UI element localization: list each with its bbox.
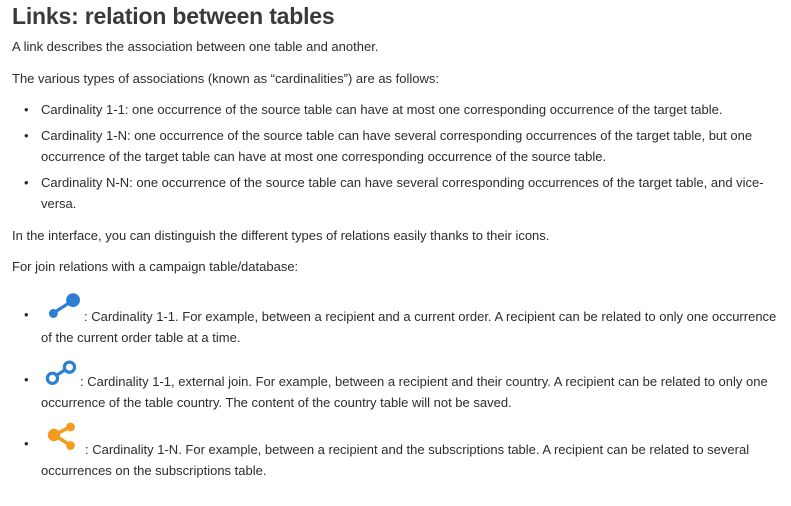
types-intro-paragraph: The various types of associations (known as “cardinalities”) are as follows: [12,71,440,86]
bullet: • [24,372,29,387]
join-text: : Cardinality 1-N. For example, between a recipient and the subscriptions table. A recipient can be related to several occurrences on the subscriptions table. [41,442,750,478]
cardinality-text: Cardinality 1-N: one occurrence of the source table can have several corresponding occurrences of the target table, but one occurrence of the target table can have at most one corresponding occurrence of the source table. [41,128,753,164]
list-item [12,99,781,120]
join-list [12,287,781,480]
bullet: • [24,102,29,117]
list-item [12,287,781,351]
list-item [12,352,781,416]
page-title: Links: relation between tables [12,3,335,29]
list-item [12,125,781,167]
join-description [41,306,781,348]
cardinality-text: Cardinality 1-1: one occurrence of the source table can have at most one corresponding occurrence of the target table. [41,102,723,117]
bullet: • [24,307,29,322]
cardinality-list [12,99,781,214]
join-text: : Cardinality 1-1. For example, between a recipient and a current order. A recipient can be related to only one occurrence of the current order table at a time. [41,309,777,345]
bullet: • [24,128,29,143]
join-intro-paragraph: For join relations with a campaign table/database: [12,259,299,274]
list-item [12,416,781,480]
bullet: • [24,436,29,451]
bullet: • [24,175,29,190]
list-item [12,172,781,214]
interface-paragraph: In the interface, you can distinguish the different types of relations easily thanks to their icons. [12,228,550,243]
join-text: : Cardinality 1-1, external join. For example, between a recipient and their country. A recipient can be related to only one occurrence of the table country. The content of the country table will not be saved. [41,374,768,410]
join-description [41,371,781,413]
join-description [41,439,781,481]
cardinality-text: Cardinality N-N: one occurrence of the source table can have several corresponding occurrences of the target table, and vice-versa. [41,175,764,211]
intro-paragraph: A link describes the association between one table and another. [12,39,379,54]
